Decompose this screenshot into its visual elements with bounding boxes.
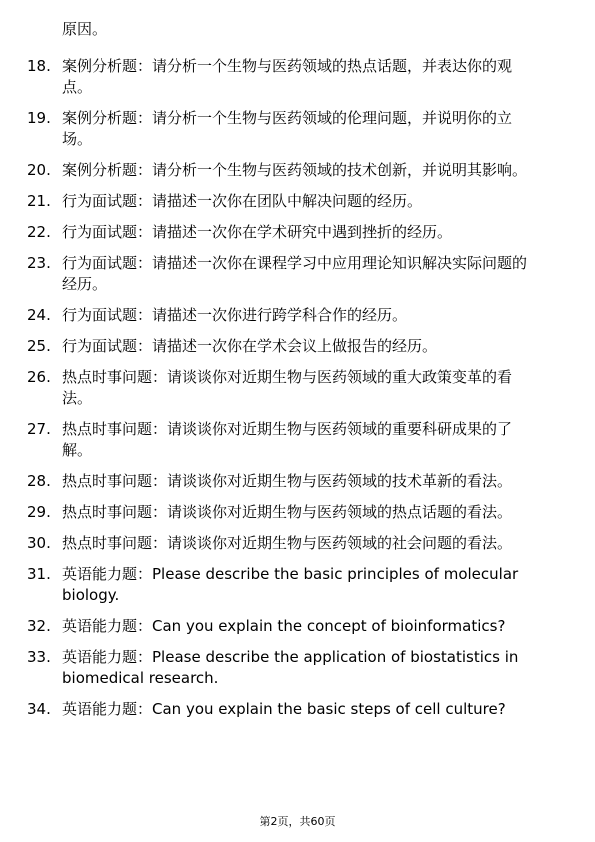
item-number: 26.: [27, 368, 51, 386]
item-number: 34.: [27, 700, 51, 718]
item-text: 行为面试题：请描述一次你在学术会议上做报告的经历。: [62, 337, 438, 355]
item-number: 20.: [27, 161, 51, 179]
list-item: [0, 336, 540, 357]
item-text: 行为面试题：请描述一次你进行跨学科合作的经历。: [62, 306, 408, 324]
list-item: [0, 699, 540, 720]
item-text: 英语能力题：Please describe the basic principles of molecular biology.: [62, 565, 519, 604]
item-text: 热点时事问题：请谈谈你对近期生物与医药领域的社会问题的看法。: [62, 534, 513, 552]
continuation-text: 原因。: [62, 20, 108, 38]
list-item: [0, 647, 540, 689]
item-text: 行为面试题：请描述一次你在课程学习中应用理论知识解决实际问题的经历。: [62, 254, 528, 293]
item-text: 案例分析题：请分析一个生物与医药领域的技术创新，并说明其影响。: [62, 161, 528, 179]
list-item: [0, 108, 540, 150]
item-text: 英语能力题：Please describe the application of biostatistics in biomedical research.: [62, 648, 519, 687]
list-item: [0, 471, 540, 492]
list-item: [0, 616, 540, 637]
page-footer: 第2页，共60页: [259, 815, 336, 828]
item-number: 29.: [27, 503, 51, 521]
item-text: 案例分析题：请分析一个生物与医药领域的伦理问题，并说明你的立场。: [62, 109, 513, 148]
list-item: [0, 160, 540, 181]
item-number: 19.: [27, 109, 51, 127]
question-list: [0, 56, 595, 730]
item-number: 33.: [27, 648, 51, 666]
item-text: 英语能力题：Can you explain the basic steps of cell culture?: [62, 700, 506, 718]
item-number: 22.: [27, 223, 51, 241]
item-number: 21.: [27, 192, 51, 210]
list-item: [0, 564, 540, 606]
item-number: 30.: [27, 534, 51, 552]
list-item: [0, 367, 540, 409]
list-item: [0, 56, 540, 98]
item-text: 热点时事问题：请谈谈你对近期生物与医药领域的重要科研成果的了解。: [62, 420, 513, 459]
item-number: 31.: [27, 565, 51, 583]
item-number: 18.: [27, 57, 51, 75]
item-number: 28.: [27, 472, 51, 490]
list-item: [0, 502, 540, 523]
item-text: 行为面试题：请描述一次你在团队中解决问题的经历。: [62, 192, 423, 210]
item-text: 热点时事问题：请谈谈你对近期生物与医药领域的技术革新的看法。: [62, 472, 513, 490]
item-number: 27.: [27, 420, 51, 438]
item-text: 英语能力题：Can you explain the concept of bioinformatics?: [62, 617, 506, 635]
item-number: 25.: [27, 337, 51, 355]
item-text: 行为面试题：请描述一次你在学术研究中遇到挫折的经历。: [62, 223, 453, 241]
list-item: [0, 191, 540, 212]
list-item: [0, 222, 540, 243]
item-text: 热点时事问题：请谈谈你对近期生物与医药领域的重大政策变革的看法。: [62, 368, 513, 407]
item-number: 23.: [27, 254, 51, 272]
item-text: 案例分析题：请分析一个生物与医药领域的热点话题，并表达你的观点。: [62, 57, 513, 96]
list-item: [0, 305, 540, 326]
list-item: [0, 419, 540, 461]
item-number: 32.: [27, 617, 51, 635]
list-item: [0, 253, 540, 295]
item-text: 热点时事问题：请谈谈你对近期生物与医药领域的热点话题的看法。: [62, 503, 513, 521]
list-item: [0, 533, 540, 554]
item-number: 24.: [27, 306, 51, 324]
